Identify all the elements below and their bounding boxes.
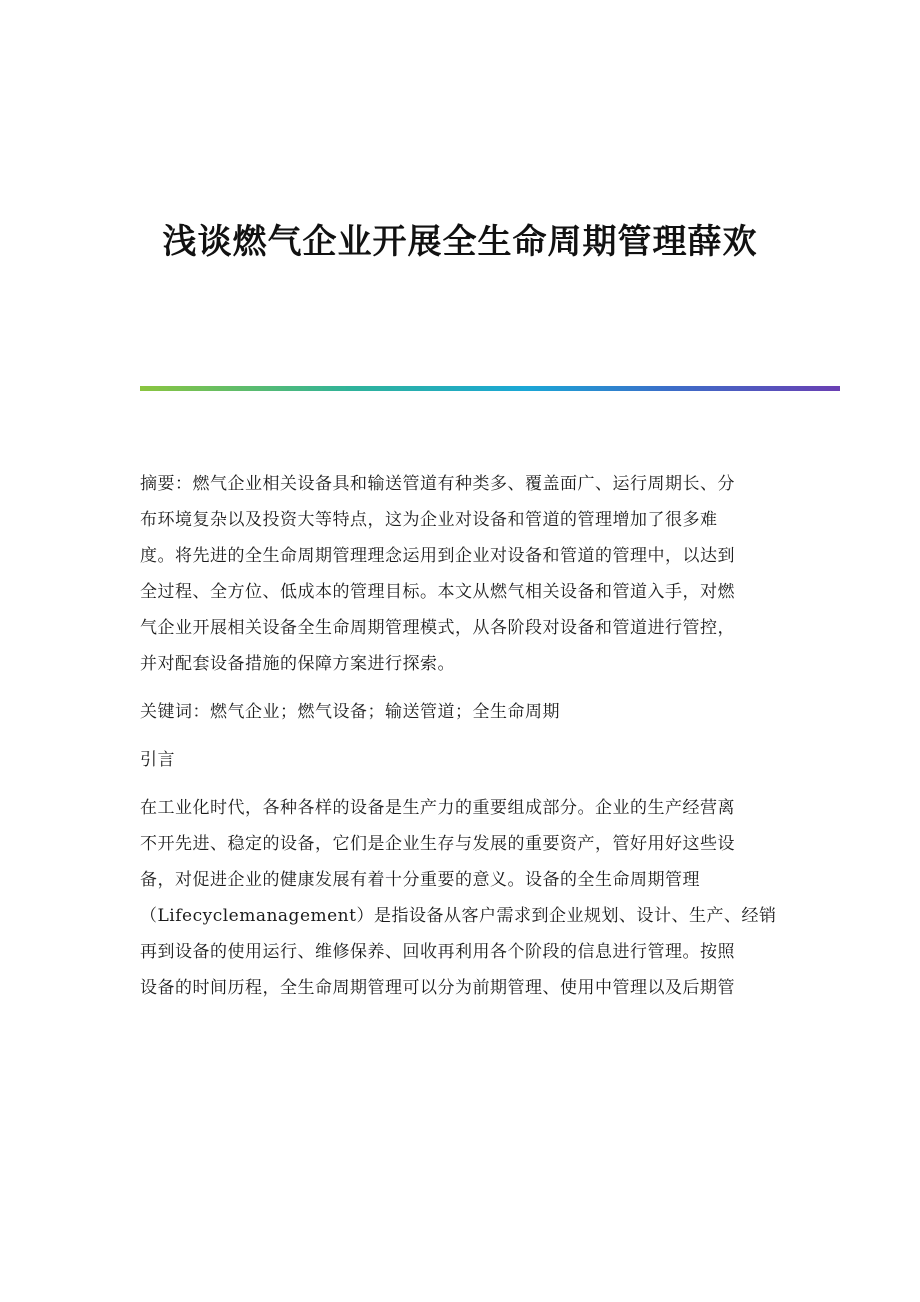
abstract-line: 气企业开展相关设备全生命周期管理模式，从各阶段对设备和管道进行管控，	[140, 618, 735, 638]
paragraph-gap	[140, 682, 780, 694]
paragraph-gap	[140, 730, 780, 742]
intro-line: （Lifecyclemanagement）是指设备从客户需求到企业规划、设计、生产、经销	[140, 906, 777, 926]
intro-line: 再到设备的使用运行、维修保养、回收再利用各个阶段的信息进行管理。按照	[140, 942, 735, 962]
abstract-line: 全过程、全方位、低成本的管理目标。本文从燃气相关设备和管道入手，对燃	[140, 582, 735, 602]
abstract-line: 摘要：燃气企业相关设备具和输送管道有种类多、覆盖面广、运行周期长、分	[140, 474, 735, 494]
paragraph-gap	[140, 778, 780, 790]
abstract-line: 度。将先进的全生命周期管理理念运用到企业对设备和管道的管理中，以达到	[140, 546, 735, 566]
intro-line: 备，对促进企业的健康发展有着十分重要的意义。设备的全生命周期管理	[140, 870, 700, 890]
intro-line: 在工业化时代，各种各样的设备是生产力的重要组成部分。企业的生产经营离	[140, 798, 735, 818]
gradient-divider	[140, 386, 840, 391]
document-body	[140, 466, 780, 1006]
keywords-line: 关键词：燃气企业；燃气设备；输送管道；全生命周期	[140, 702, 560, 722]
intro-line: 设备的时间历程，全生命周期管理可以分为前期管理、使用中管理以及后期管	[140, 978, 735, 998]
abstract-line: 并对配套设备措施的保障方案进行探索。	[140, 654, 455, 674]
intro-heading: 引言	[140, 750, 175, 770]
document-title: 浅谈燃气企业开展全生命周期管理薛欢	[162, 222, 758, 262]
abstract-line: 布环境复杂以及投资大等特点，这为企业对设备和管道的管理增加了很多难	[140, 510, 718, 530]
intro-line: 不开先进、稳定的设备，它们是企业生存与发展的重要资产，管好用好这些设	[140, 834, 735, 854]
